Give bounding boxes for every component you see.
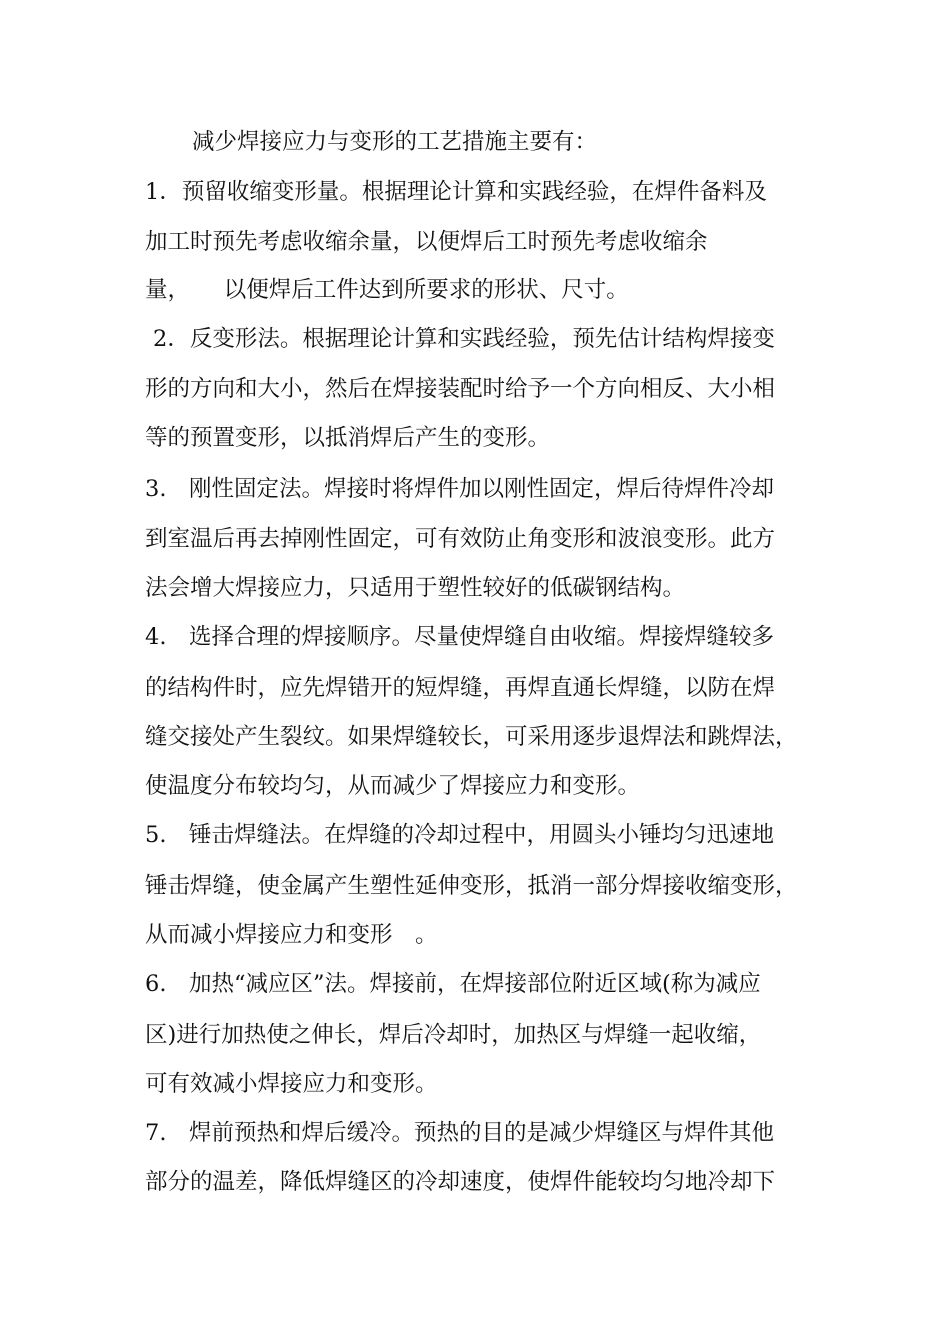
text-line-10: 4. 选择合理的焊接顺序。尽量使焊缝自由收缩。焊接焊缝较多 bbox=[145, 624, 774, 650]
text-line-5: 形的方向和大小，然后在焊接装配时给予一个方向相反、大小相 bbox=[145, 376, 776, 402]
text-line-11: 的结构件时，应先焊错开的短焊缝，再焊直通长焊缝，以防在焊 bbox=[145, 675, 776, 701]
text-line-14: 5. 锤击焊缝法。在焊缝的冷却过程中，用圆头小锤均匀迅速地 bbox=[145, 822, 774, 848]
text-line-19: 可有效减小焊接应力和变形。 bbox=[145, 1071, 438, 1097]
text-line-2: 加工时预先考虑收缩余量，以便焊后工时预先考虑收缩余 bbox=[145, 229, 708, 255]
text-line-8: 到室温后再去掉刚性固定，可有效防止角变形和波浪变形。此方 bbox=[145, 526, 776, 552]
text-line-16: 从而减小焊接应力和变形 。 bbox=[145, 922, 438, 948]
document-heading: 减少焊接应力与变形的工艺措施主要有： bbox=[192, 129, 598, 155]
text-line-6: 等的预置变形，以抵消焊后产生的变形。 bbox=[145, 425, 551, 451]
text-line-9: 法会增大焊接应力，只适用于塑性较好的低碳钢结构。 bbox=[145, 575, 686, 601]
text-line-13: 使温度分布较均匀，从而减少了焊接应力和变形。 bbox=[145, 773, 641, 799]
text-line-18: 区)进行加热使之伸长，焊后冷却时，加热区与焊缝一起收缩， bbox=[145, 1022, 762, 1048]
text-line-1: 1．预留收缩变形量。根据理论计算和实践经验，在焊件备料及 bbox=[145, 179, 767, 205]
text-line-15: 锤击焊缝，使金属产生塑性延伸变形，抵消一部分焊接收缩变形， bbox=[145, 873, 798, 899]
text-line-21: 部分的温差，降低焊缝区的冷却速度，使焊件能较均匀地冷却下 bbox=[145, 1169, 776, 1195]
text-line-20: 7. 焊前预热和焊后缓冷。预热的目的是减少焊缝区与焊件其他 bbox=[145, 1120, 774, 1146]
text-line-7: 3. 刚性固定法。焊接时将焊件加以刚性固定，焊后待焊件冷却 bbox=[145, 476, 774, 502]
text-line-17: 6. 加热“减应区”法。焊接前，在焊接部位附近区域(称为减应 bbox=[145, 971, 761, 997]
text-line-4: 2．反变形法。根据理论计算和实践经验，预先估计结构焊接变 bbox=[153, 326, 775, 352]
text-line-3: 量， 以便焊后工件达到所要求的形状、尺寸。 bbox=[145, 277, 629, 303]
text-line-12: 缝交接处产生裂纹。如果焊缝较长，可采用逐步退焊法和跳焊法， bbox=[145, 724, 798, 750]
